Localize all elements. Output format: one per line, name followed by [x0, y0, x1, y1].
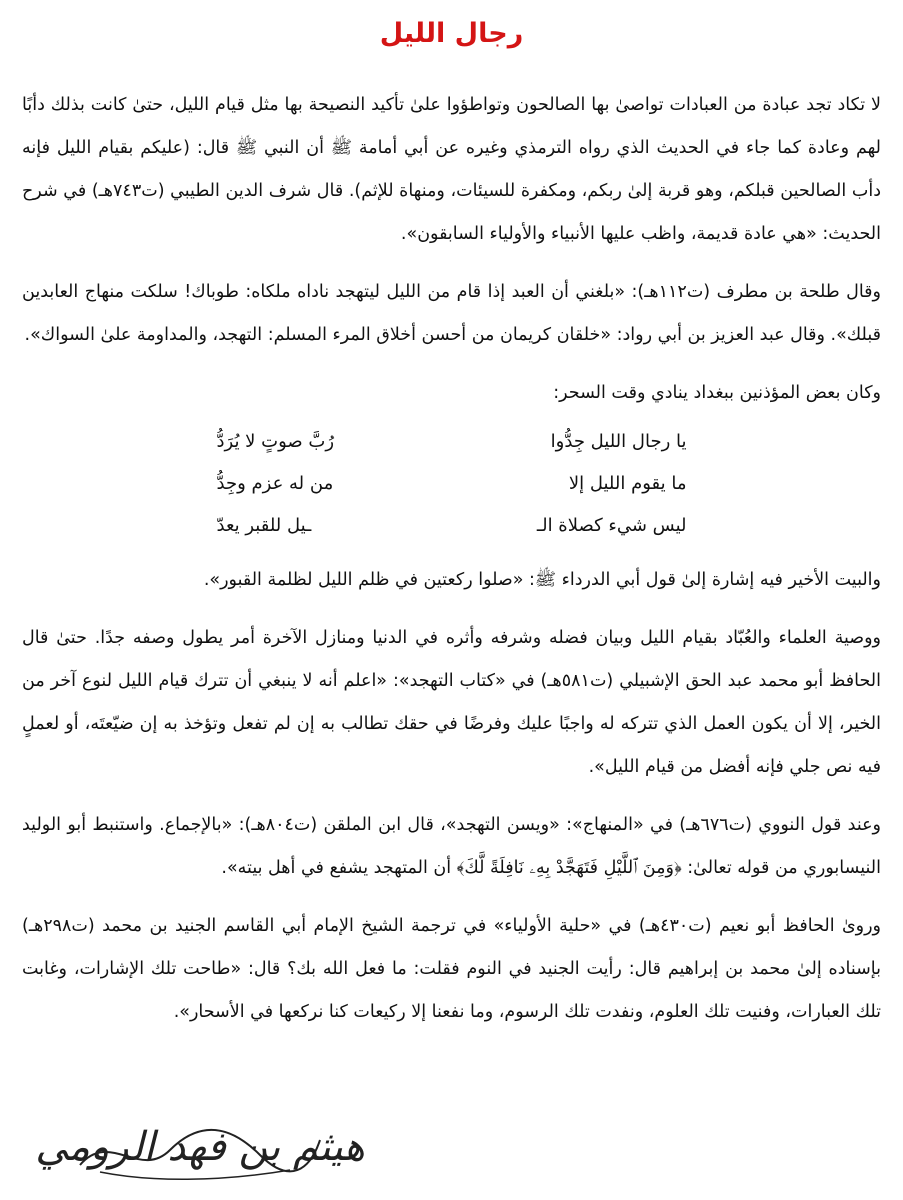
poem-hemistich-first: يا رجال الليل جِدُّوا [550, 431, 687, 452]
poem-hemistich-second: رُبَّ صوتٍ لا يُرَدُّ [216, 431, 335, 452]
poem-verse [217, 463, 687, 505]
paragraph-4: وعند قول النووي (ت٦٧٦هـ) في «المنهاج»: «ويسن التهجد»، قال ابن الملقن (ت٨٠٤هـ): «بالإجماع. واستنبط أبو الوليد النيسابوري من قوله تعالىٰ: ﴿وَمِنَ ٱللَّيْلِ فَتَهَجَّدْ بِهِۦ نَافِلَةً لَّكَ﴾ أن المتهجد يشفع في أهل بيته». [22, 815, 881, 878]
poem [217, 421, 687, 547]
signature-calligraphy [35, 1110, 365, 1190]
paragraph-1: لا تكاد تجد عبادة من العبادات تواصىٰ بها الصالحون وتواطؤوا علىٰ تأكيد النصيحة بها مثل قيام الليل، حتىٰ كانت بذلك دأبًا لهم وعادة كما جاء في الحديث الذي رواه الترمذي وغيره عن أبي أمامة ﷺ أن النبي ﷺ قال: (عليكم بقيام الليل فإنه دأب الصالحين قبلكم، وهو قربة إلىٰ ربكم، ومكفرة للسيئات، ومنهاة للإثم). قال شرف الدين الطيبي (ت٧٤٣هـ) في شرح الحديث: «هي عادة قديمة، واظب عليها الأنبياء والأولياء السابقون». [22, 95, 881, 244]
signature-text: هيثم بن فهد الرومي [35, 1124, 365, 1170]
paragraph-2: وقال طلحة بن مطرف (ت١١٢هـ): «بلغني أن العبد إذا قام من الليل ليتهجد ناداه ملكاه: طوباك! سلكت منهاج العابدين قبلك». وقال عبد العزيز بن أبي رواد: «خلقان كريمان من أحسن أخلاق المرء المسلم: التهجد، والمداومة علىٰ السواك». [22, 282, 881, 345]
poem-hemistich-second: ـيل للقبر يعدّ [216, 515, 312, 536]
poem-verse [217, 421, 687, 463]
paragraph-5: وروىٰ الحافظ أبو نعيم (ت٤٣٠هـ) في «حلية الأولياء» في ترجمة الشيخ الإمام أبي القاسم الجنيد بن محمد (ت٢٩٨هـ) بإسناده إلىٰ محمد بن إبراهيم قال: رأيت الجنيد في النوم فقلت: ما فعل الله بك؟ قال: «طاحت تلك الإشارات، وغابت تلك العبارات، وفنيت تلك العلوم، ونفدت تلك الرسوم، وما نفعنا إلا ركيعات كنا نركعها في الأسحار». [22, 916, 881, 1022]
poem-hemistich-first: ما يقوم الليل إلا [568, 473, 687, 494]
author-signature [35, 1110, 365, 1190]
poem-hemistich-second: من له عزم وجِدُّ [216, 473, 334, 494]
after-poem-note: والبيت الأخير فيه إشارة إلىٰ قول أبي الدرداء ﷺ: «صلوا ركعتين في ظلم الليل لظلمة القبور». [203, 570, 881, 590]
poem-hemistich-first: ليس شيء كصلاة الـ [536, 515, 687, 536]
poem-intro: وكان بعض المؤذنين ببغداد ينادي وقت السحر: [553, 383, 881, 403]
page-title: رجال الليل [379, 18, 524, 49]
poem-verse [217, 505, 687, 547]
paragraph-3: ووصية العلماء والعُبّاد بقيام الليل وبيان فضله وشرفه وأثره في الدنيا ومنازل الآخرة أمر يطول وصفه جدًا. حتىٰ قال الحافظ أبو محمد عبد الحق الإشبيلي (ت٥٨١هـ) في «كتاب التهجد»: «اعلم أنه لا ينبغي أن تترك قيام الليل لنوع آخر من الخير، إلا أن يكون العمل الذي تتركه له واجبًا عليك وفرضًا في حقك تطالب به إن لم تفعل وتؤخذ به إن ضيّعتَه، أو لعملٍ فيه نص جلي فإنه أفضل من قيام الليل». [22, 628, 881, 777]
